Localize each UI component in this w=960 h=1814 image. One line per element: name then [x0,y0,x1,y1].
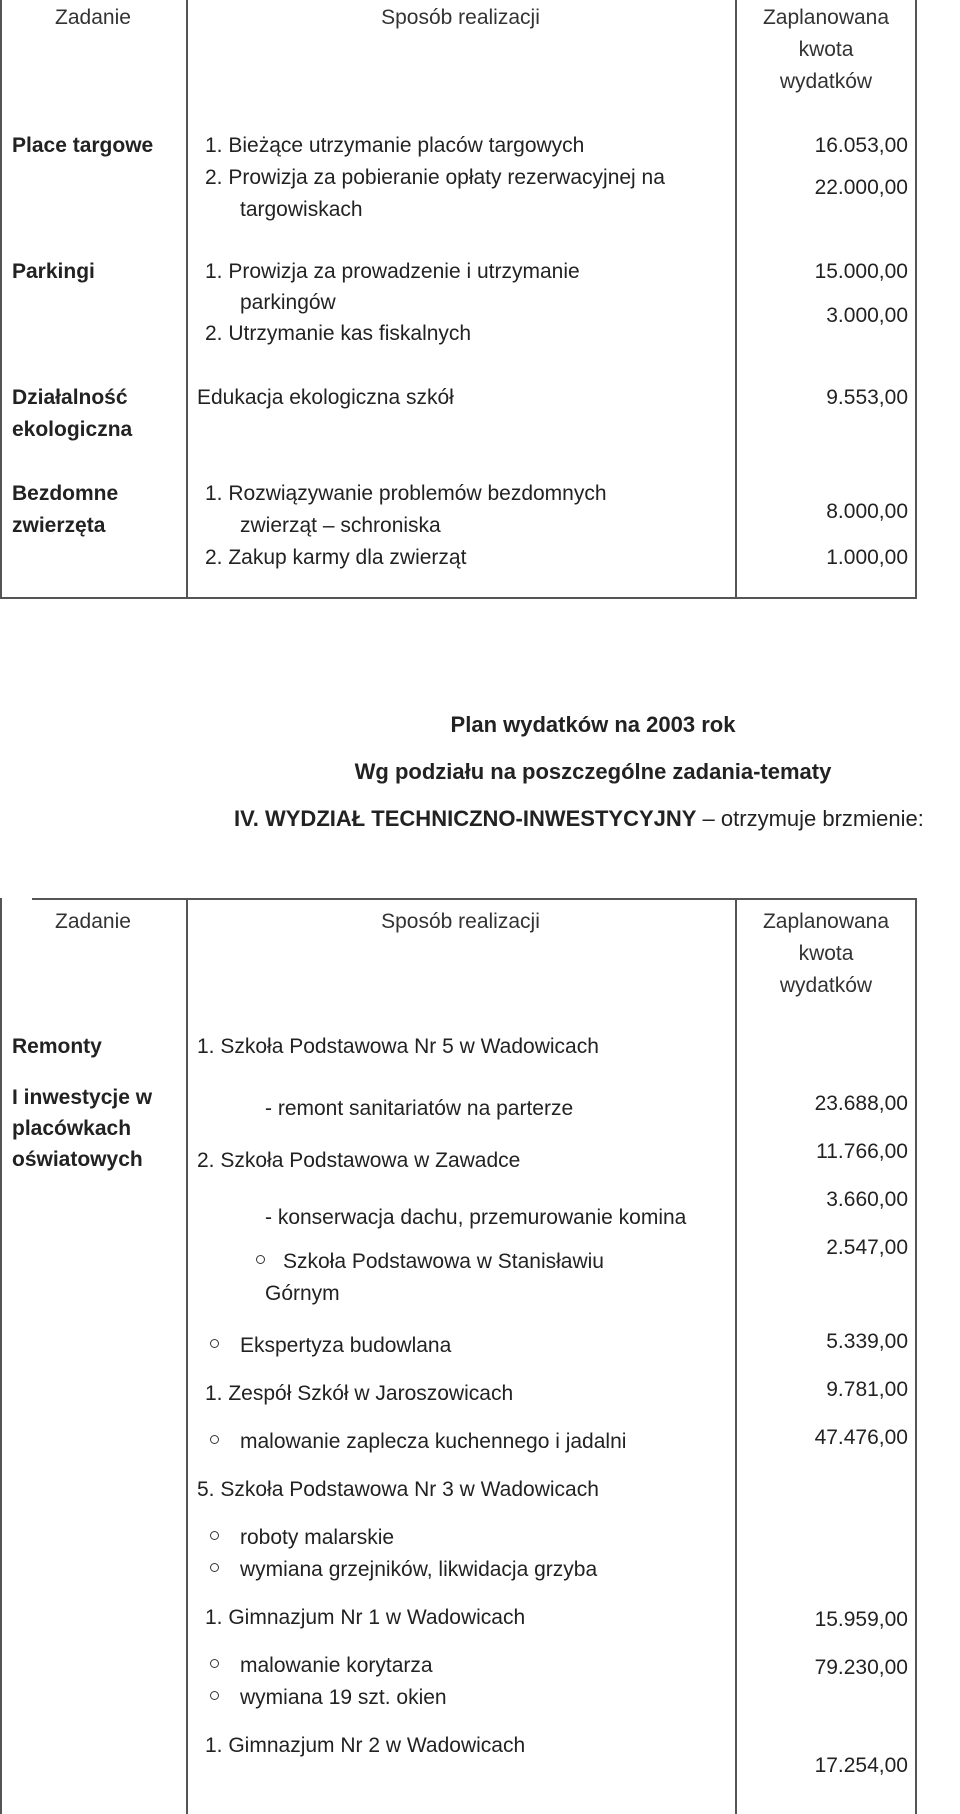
row-task: Działalność [12,386,128,409]
row-amount: 16.053,00 [814,134,908,157]
table-border [0,0,2,598]
amount-value: 3.660,00 [826,1188,908,1211]
bullet-icon [210,1531,219,1540]
row-amount: 8.000,00 [826,500,908,523]
department-note: – otrzymuje brzmienie: [696,806,924,831]
list-item: 2. Szkoła Podstawowa w Zawadce [197,1149,521,1172]
row-task: zwierzęta [12,514,106,537]
row-task: Bezdomne [12,482,119,505]
task-label: I inwestycje w [12,1086,153,1109]
header-amount: wydatków [779,70,873,93]
header-task: Zadanie [55,910,131,933]
bullet-icon [256,1255,265,1264]
row-item: 2. Prowizja za pobieranie opłaty rezerwacyjnej na [205,166,665,189]
list-item: roboty malarskie [240,1526,395,1549]
row-item: 2. Zakup karmy dla zwierząt [205,546,467,569]
table-border [32,898,917,900]
bullet-icon [210,1691,219,1700]
header-method: Sposób realizacji [381,6,540,29]
amount-value: 23.688,00 [814,1092,908,1115]
row-amount: 1.000,00 [826,546,908,569]
row-amount: 3.000,00 [826,304,908,327]
header-amount: Zaplanowana [762,6,890,29]
header-amount: wydatków [779,974,873,997]
header-amount: kwota [798,38,854,61]
row-amount: 15.000,00 [814,260,908,283]
list-item: malowanie zaplecza kuchennego i jadalni [240,1430,627,1453]
list-item: 1. Szkoła Podstawowa Nr 5 w Wadowicach [197,1035,599,1058]
department-name: IV. WYDZIAŁ TECHNICZNO-INWESTYCYJNY [234,806,697,831]
amount-value: 11.766,00 [816,1140,908,1163]
header-amount: kwota [798,942,854,965]
table-border [0,898,2,1814]
row-item: 1. Bieżące utrzymanie placów targowych [205,134,585,157]
bullet-icon [210,1659,219,1668]
amount-value: 47.476,00 [814,1426,908,1449]
row-item: parkingów [240,291,336,314]
amount-value: 17.254,00 [814,1754,908,1777]
list-item: 1. Gimnazjum Nr 2 w Wadowicach [205,1734,526,1757]
list-item: Górnym [265,1282,340,1305]
header-amount: Zaplanowana [762,910,890,933]
header-task: Zadanie [55,6,131,29]
amount-value: 15.959,00 [814,1608,908,1631]
row-item: Edukacja ekologiczna szkół [197,386,454,409]
bullet-icon [210,1563,219,1572]
row-item: 1. Prowizja za prowadzenie i utrzymanie [205,260,580,283]
list-item: Ekspertyza budowlana [240,1334,452,1357]
amount-value: 79.230,00 [814,1656,908,1679]
table-border [186,898,188,1814]
bullet-icon [210,1339,219,1348]
task-label: placówkach [12,1117,132,1140]
task-label: oświatowych [12,1148,143,1171]
department-heading [234,803,924,835]
amount-value: 2.547,00 [826,1236,908,1259]
list-item: - remont sanitariatów na parterze [265,1097,574,1120]
list-item: - konserwacja dachu, przemurowanie komina [265,1206,687,1229]
row-task: ekologiczna [12,418,133,441]
row-task: Parkingi [12,260,95,283]
row-task: Place targowe [12,134,154,157]
section-subtitle: Wg podziału na poszczególne zadania-tematy [354,759,832,784]
list-item: Szkoła Podstawowa w Stanisławiu [283,1250,604,1273]
list-item: 5. Szkoła Podstawowa Nr 3 w Wadowicach [197,1478,599,1501]
table-border [915,0,917,598]
task-label: Remonty [12,1035,102,1058]
section-title: Plan wydatków na 2003 rok [450,712,736,737]
table-border [915,898,917,1814]
bullet-icon [210,1435,219,1444]
row-amount: 9.553,00 [826,386,908,409]
list-item: 1. Zespół Szkół w Jaroszowicach [205,1382,514,1405]
list-item: malowanie korytarza [240,1654,433,1677]
row-item: zwierząt – schroniska [240,514,441,537]
list-item: 1. Gimnazjum Nr 1 w Wadowicach [205,1606,526,1629]
list-item: wymiana grzejników, likwidacja grzyba [240,1558,598,1581]
row-amount: 22.000,00 [814,176,908,199]
row-item: 1. Rozwiązywanie problemów bezdomnych [205,482,607,505]
row-item: targowiskach [240,198,363,221]
list-item: wymiana 19 szt. okien [240,1686,447,1709]
row-item: 2. Utrzymanie kas fiskalnych [205,322,472,345]
amount-value: 9.781,00 [826,1378,908,1401]
amount-value: 5.339,00 [826,1330,908,1353]
table-border [0,597,917,599]
header-method: Sposób realizacji [381,910,540,933]
table-border [186,0,188,598]
